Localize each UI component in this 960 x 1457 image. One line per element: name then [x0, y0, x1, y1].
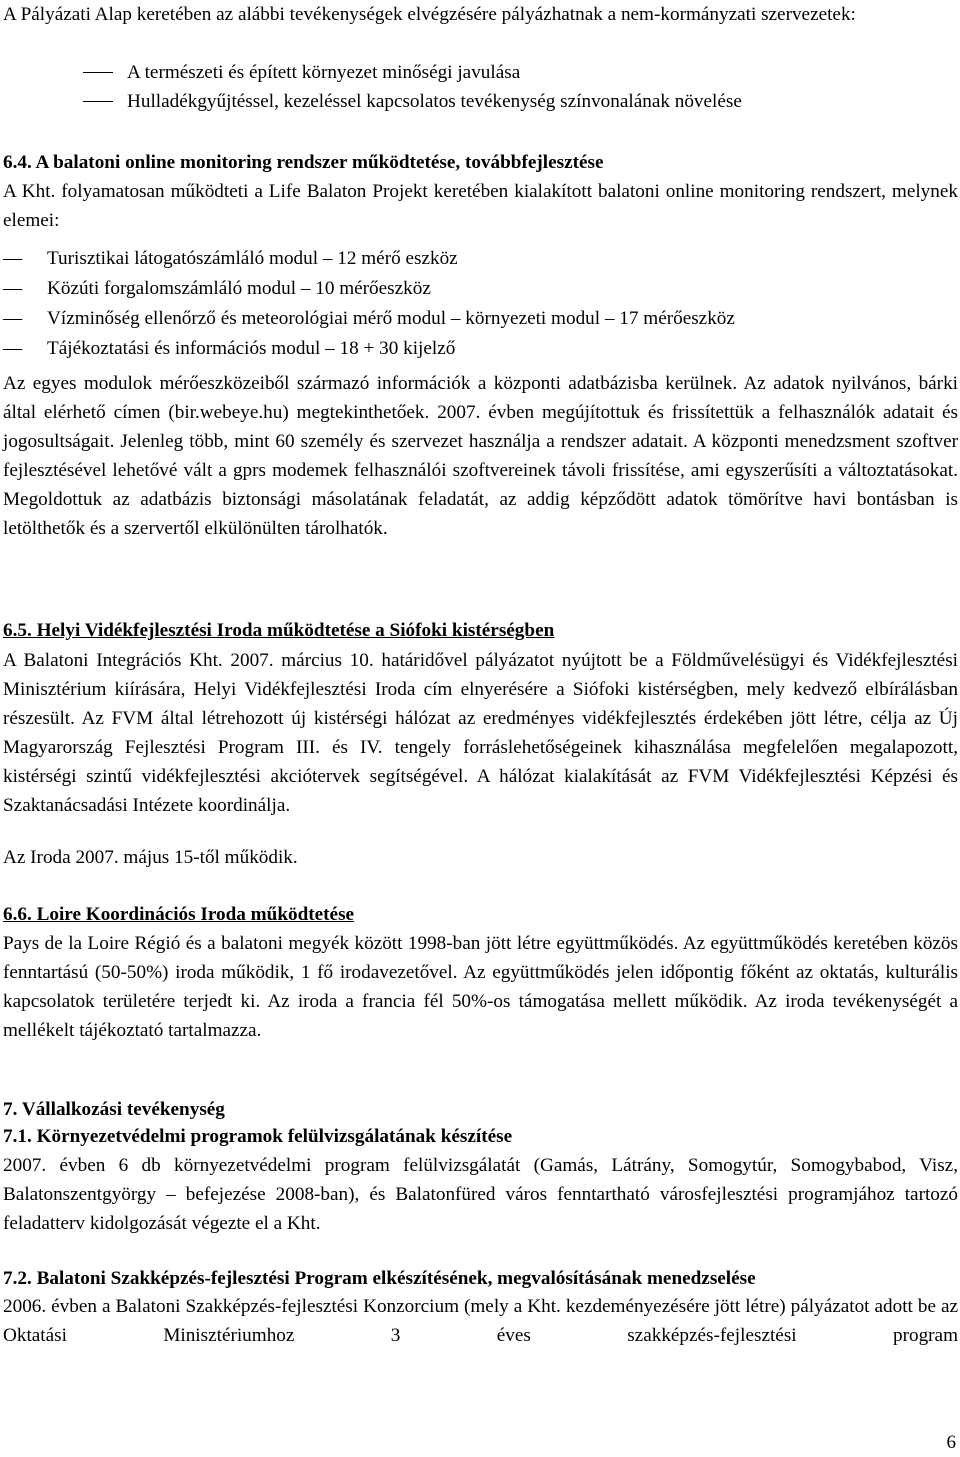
section-6-6-paragraph: Pays de la Loire Régió és a balatoni megyék között 1998-ban jött létre együttműködés. Az együttműködés keretében közös fenntartású (50-50%) iroda működik, 1 fő irodavezetővel. Az együttműködés jelen időpontig főként az oktatás, kulturális kapcsolatok területére terjedt ki. Az iroda a francia fél 50%-os támogatása mellett működik. Az iroda tevékenységét a mellékelt tájékoztató tartalmazza.: [3, 933, 958, 1041]
monitoring-module-list: [3, 244, 958, 364]
intro-paragraph: A Pályázati Alap keretében az alábbi tevékenységek elvégzésére pályázhatnak a nem-kormányzati szervezetek:: [3, 4, 856, 25]
list-item-text: Hulladékgyűjtéssel, kezeléssel kapcsolatos tevékenység színvonalának növelése: [127, 91, 742, 112]
section-7-heading: 7. Vállalkozási tevékenység: [3, 1099, 225, 1120]
section-6-4-paragraph-1: A Kht. folyamatosan működteti a Life Balaton Projekt keretében kialakított balatoni online monitoring rendszert, melynek elemei:: [3, 181, 958, 231]
list-item: [3, 334, 958, 364]
dash-marker: [3, 334, 47, 363]
dash-marker: [3, 274, 47, 303]
page-number: 6: [946, 1432, 956, 1453]
section-7-2-heading: 7.2. Balatoni Szakképzés-fejlesztési Program elkészítésének, megvalósításának menedzselése: [3, 1268, 756, 1289]
dash-marker: [3, 244, 47, 273]
list-item: [3, 304, 958, 334]
list-item-text: Turisztikai látogatószámláló modul – 12 mérő eszköz: [47, 248, 458, 269]
list-item: [3, 274, 958, 304]
list-item-text: A természeti és épített környezet minőségi javulása: [127, 62, 521, 83]
list-item-text: Vízminőség ellenőrző és meteorológiai mérő modul – környezeti modul – 17 mérőeszköz: [47, 308, 735, 329]
list-item: [3, 58, 958, 87]
dash-marker: [3, 304, 47, 333]
section-7-2-paragraph: 2006. évben a Balatoni Szakképzés-fejlesztési Konzorcium (mely a Kht. kezdeményezésére jött létre) pályázatot adott be az Oktatási Minisztériumhoz 3 éves szakképzés-fejlesztési program: [3, 1296, 958, 1346]
section-7-1-paragraph: 2007. évben 6 db környezetvédelmi program felülvizsgálatát (Gamás, Látrány, Somogytúr, Somogybabod, Visz, Balatonszentgyörgy – befejezése 2008-ban), és Balatonfüred város fenntartható városfejlesztési programjához tartozó feladatterv kidolgozását végezte el a Kht.: [3, 1155, 958, 1234]
section-7-1-heading: 7.1. Környezetvédelmi programok felülvizsgálatának készítése: [3, 1126, 513, 1147]
list-item: [3, 87, 958, 116]
section-6-5-paragraph-1: A Balatoni Integrációs Kht. 2007. március 10. határidővel pályázatot nyújtott be a Földművelésügyi és Vidékfejlesztési Minisztérium kiírására, Helyi Vidékfejlesztési Iroda cím elnyerésére a Siófoki kistérségben, mely kedvező elbírálásban részesült. Az FVM által létrehozott új kistérségi hálózat az eredményes vidékfejlesztés érdekében jött létre, célja az Új Magyarország Fejlesztési Program III. és IV. tengely forráslehetőségeinek kihasználása megfelelően megalapozott, kistérségi szintű vidékfejlesztési akciótervek segítségével. A hálózat kialakítását az FVM Vidékfejlesztési Képzési és Szaktanácsadási Intézete koordinálja.: [3, 650, 958, 816]
list-item: [3, 244, 958, 274]
list-item-text: Közúti forgalomszámláló modul – 10 mérőeszköz: [47, 278, 431, 299]
dash-marker: [3, 58, 127, 87]
intro-list: [3, 58, 958, 116]
section-6-6-heading: 6.6. Loire Koordinációs Iroda működtetése: [3, 904, 355, 925]
section-6-4-heading: 6.4. A balatoni online monitoring rendszer működtetése, továbbfejlesztése: [3, 152, 604, 173]
section-6-5-paragraph-2: Az Iroda 2007. május 15-től működik.: [3, 847, 298, 868]
dash-marker: [3, 87, 127, 116]
list-item-text: Tájékoztatási és információs modul – 18 + 30 kijelző: [47, 338, 456, 359]
section-6-5-heading: 6.5. Helyi Vidékfejlesztési Iroda működtetése a Siófoki kistérségben: [3, 620, 555, 641]
section-6-4-paragraph-2: Az egyes modulok mérőeszközeiből származó információk a központi adatbázisba kerülnek. Az adatok nyilvános, bárki által elérhető címen (bir.webeye.hu) megtekinthetőek. 2007. évben megújítottuk és frissítettük a felhasználók adatait és jogosultságait. Jelenleg több, mint 60 személy és szervezet használja a rendszer adatait. A központi menedzsment szoftver fejlesztésével lehetővé vált a gprs modemek felhasználói szoftvereinek távoli frissítése, ami egyszerűsíti a változtatásokat. Megoldottuk az adatbázis biztonsági másolatának feladatát, az addig képződött adatok tömörítve havi bontásban is letölthetők és a szervertől elkülönülten tárolhatók.: [3, 373, 958, 539]
